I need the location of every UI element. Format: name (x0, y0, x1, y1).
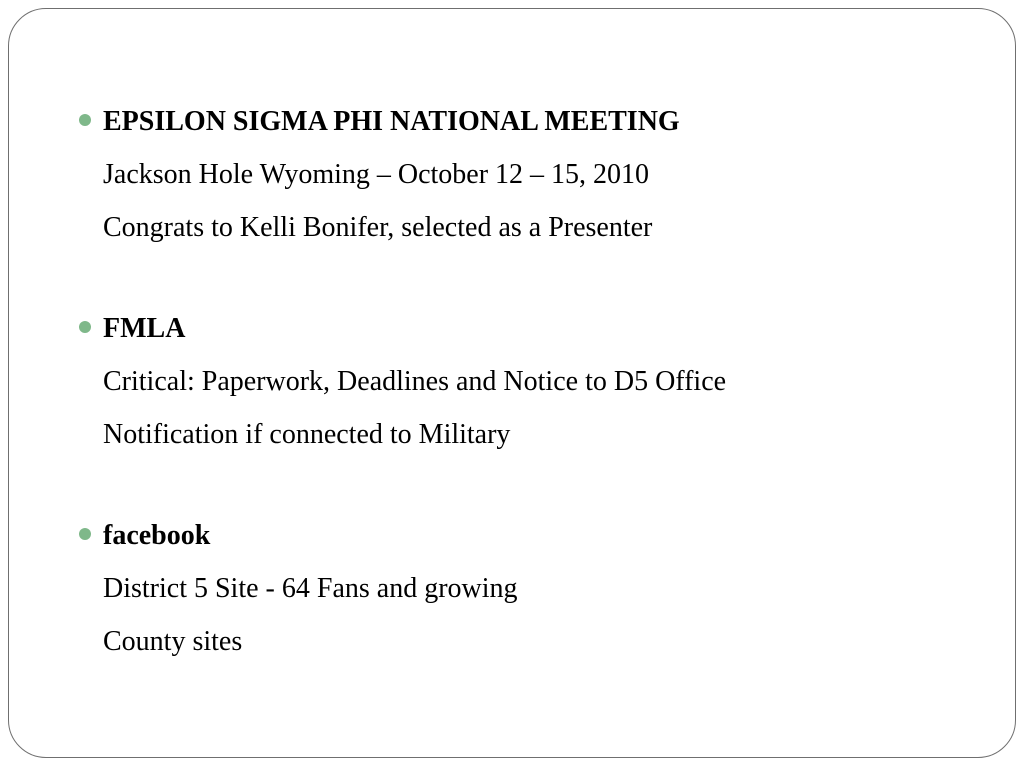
section-line: County sites (103, 626, 243, 657)
slide-frame (8, 8, 1016, 758)
section-line: Critical: Paperwork, Deadlines and Notice to D5 Office (103, 366, 727, 397)
section-line: District 5 Site - 64 Fans and growing (103, 573, 518, 604)
section-fmla (103, 302, 983, 461)
slide-content (103, 95, 983, 716)
bullet-item (103, 302, 983, 355)
section-line: Congrats to Kelli Bonifer, selected as a Presenter (103, 212, 653, 243)
section-line: Jackson Hole Wyoming – October 12 – 15, 2010 (103, 159, 650, 190)
section-line: Notification if connected to Military (103, 419, 511, 450)
bullet-dot-icon (79, 321, 91, 333)
section-heading: facebook (103, 520, 211, 551)
bullet-dot-icon (79, 114, 91, 126)
section-facebook (103, 509, 983, 668)
bullet-item (103, 509, 983, 562)
section-heading: EPSILON SIGMA PHI NATIONAL MEETING (103, 106, 680, 137)
section-heading: FMLA (103, 313, 186, 344)
bullet-item (103, 95, 983, 148)
section-epsilon-sigma-phi (103, 95, 983, 254)
bullet-dot-icon (79, 528, 91, 540)
